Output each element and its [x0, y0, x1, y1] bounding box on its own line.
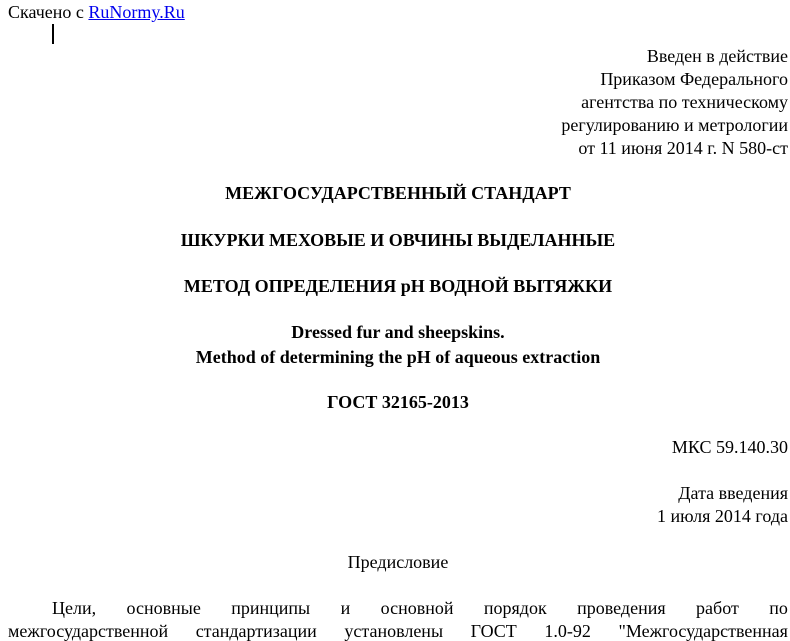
word: межгосударственной	[8, 621, 169, 641]
word: и	[340, 598, 351, 618]
english-title-line2: Method of determining the pH of aqueous extraction	[195, 347, 601, 367]
preface-heading: Предисловие	[347, 552, 449, 572]
english-title-line1: Dressed fur and sheepskins.	[291, 322, 505, 342]
word: проведения	[577, 598, 666, 618]
intro-date-label: Дата введения	[678, 483, 788, 503]
word: основные	[126, 598, 201, 618]
intro-date-value: 1 июля 2014 года	[657, 506, 788, 526]
word: по	[769, 598, 788, 618]
source-link[interactable]: RuNormy.Ru	[88, 2, 185, 22]
word: установлены	[344, 621, 444, 641]
approval-line: Введен в действие	[646, 46, 788, 66]
approval-line: от 11 июня 2014 г. N 580-ст	[578, 138, 788, 158]
approval-line: регулированию и метрологии	[561, 115, 788, 135]
word: стандартизации	[195, 621, 317, 641]
approval-line: Приказом Федерального	[600, 69, 788, 89]
word: ГОСТ	[470, 621, 517, 641]
word: основной	[380, 598, 454, 618]
source-prefix: Скачено с	[8, 2, 84, 22]
word: "Межгосударственная	[618, 621, 788, 641]
standard-title-line2: МЕТОД ОПРЕДЕЛЕНИЯ pH ВОДНОЙ ВЫТЯЖКИ	[183, 276, 613, 296]
standard-title-line1: ШКУРКИ МЕХОВЫЕ И ОВЧИНЫ ВЫДЕЛАННЫЕ	[180, 230, 616, 250]
text-cursor	[52, 24, 54, 44]
paragraph-line-1	[8, 597, 788, 620]
english-title	[0, 320, 790, 370]
approval-line: агентства по техническому	[581, 92, 788, 112]
word: принципы	[231, 598, 311, 618]
standard-number: ГОСТ 32165-2013	[327, 392, 469, 412]
word: 1.0-92	[544, 621, 591, 641]
source-line	[8, 1, 185, 23]
preface-paragraph	[8, 597, 788, 641]
approval-block	[428, 45, 788, 160]
word: работ	[696, 598, 739, 618]
intro-date-block	[657, 482, 788, 528]
mks-code: МКС 59.140.30	[671, 437, 788, 457]
paragraph-line-2	[8, 620, 788, 641]
word: Цели,	[52, 598, 97, 618]
standard-type-heading: МЕЖГОСУДАРСТВЕННЫЙ СТАНДАРТ	[225, 183, 571, 203]
word: порядок	[483, 598, 547, 618]
